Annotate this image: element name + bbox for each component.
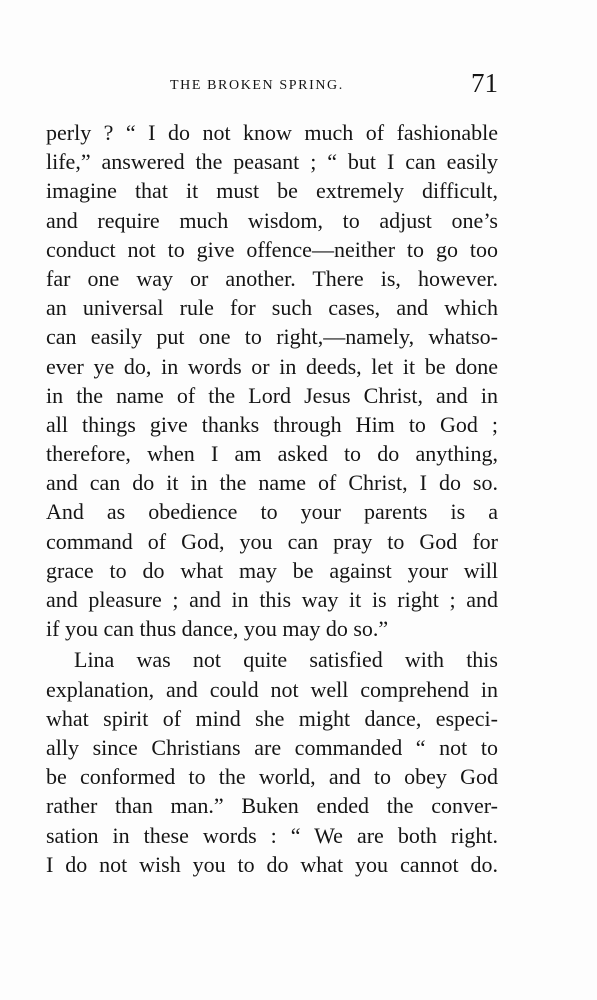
paragraph-2 (46, 645, 498, 879)
text-line: Lina was not quite satisfied with this (74, 647, 498, 673)
text-line: all things give thanks through Him to God ; (46, 411, 498, 437)
text-line: in the name of the Lord Jesus Christ, and in (46, 382, 498, 408)
text-line: explanation, and could not well comprehend in (46, 676, 498, 702)
paragraph-1 (46, 118, 498, 643)
text-line: be conformed to the world, and to obey God (46, 764, 498, 790)
text-line: ever ye do, in words or in deeds, let it be done (46, 353, 498, 379)
body-text (46, 118, 498, 879)
text-line: and require much wisdom, to adjust one’s (46, 207, 498, 233)
text-line: sation in these words : “ We are both right. (46, 822, 498, 848)
text-line: imagine that it must be extremely difficult, (46, 178, 498, 204)
text-line: and pleasure ; and in this way it is right ; and (46, 587, 498, 612)
text-line: far one way or another. There is, however. (46, 265, 498, 291)
text-line: and can do it in the name of Christ, I do so. (46, 470, 498, 496)
text-line: I do not wish you to do what you cannot do. (46, 851, 498, 877)
text-line: what spirit of mind she might dance, especi- (46, 705, 498, 731)
text-line: perly ? “ I do not know much of fashionable (46, 120, 498, 145)
text-line: therefore, when I am asked to do anything, (46, 441, 498, 467)
text-line: life,” answered the peasant ; “ but I can easily (46, 149, 498, 175)
page-number: 71 (471, 68, 498, 98)
text-line: ally since Christians are commanded “ not to (46, 734, 498, 760)
text-line: command of God, you can pray to God for (46, 528, 498, 554)
text-line: grace to do what may be against your will (46, 557, 498, 583)
text-line: And as obedience to your parents is a (46, 499, 498, 525)
text-line: can easily put one to right,—namely, whatso- (46, 324, 498, 350)
text-line: if you can thus dance, you may do so.” (46, 616, 389, 642)
running-head (46, 68, 498, 102)
text-line: conduct not to give offence—neither to go too (46, 236, 498, 262)
text-line: rather than man.” Buken ended the conver- (46, 793, 498, 819)
running-title: THE BROKEN SPRING. (170, 78, 344, 93)
text-line: an universal rule for such cases, and which (46, 295, 498, 321)
